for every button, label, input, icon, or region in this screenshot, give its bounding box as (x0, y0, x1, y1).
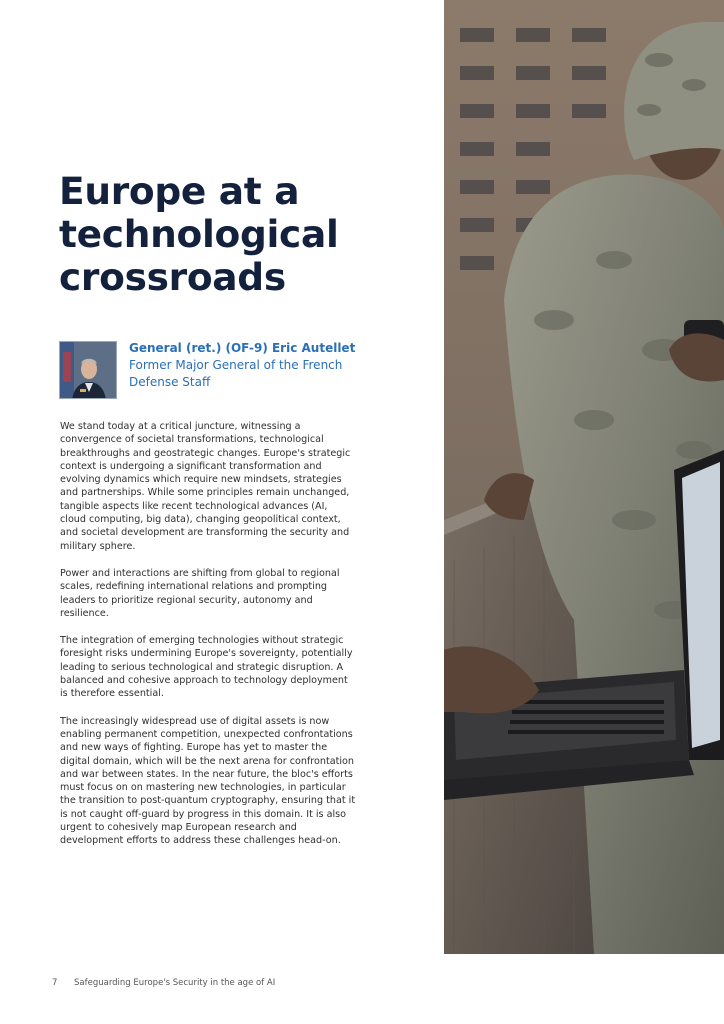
author-role-line-1: Former Major General of the French (129, 358, 343, 372)
soldier-with-laptop-photo (444, 0, 724, 954)
photo-illustration (444, 0, 724, 954)
title-line-3: crossroads (59, 255, 286, 299)
title-line-2: technological (59, 212, 339, 256)
author-portrait-image (60, 342, 117, 399)
paragraph-3: The integration of emerging technologies without strategic foresight risks undermining Europe's sovereignty, potentially leading to serious technological and strategic disruption. A balanced and cohesive approach to technology deployment is therefore essential. (60, 635, 353, 700)
author-portrait (59, 341, 117, 399)
page-footer (52, 977, 452, 989)
title-line-1: Europe at a (59, 169, 300, 213)
author-name: General (ret.) (OF-9) Eric Autellet (129, 341, 356, 355)
paragraph-4: The increasingly widespread use of digital assets is now enabling permanent competition, unexpected confrontations and new ways of fighting. Europe has yet to master the digital domain, which will be the next arena for confrontation and war between states. In the near future, the bloc's efforts must focus on on mastering new technologies, in particular the transition to post-quantum cryptography, ensuring that it is not caught off-guard by progress in this domain. It is also urgent to cohesively map European research and development efforts to address these challenges head-on. (60, 715, 356, 847)
author-info (129, 340, 359, 391)
paragraph-1: We stand today at a critical juncture, witnessing a convergence of societal transformations, technological breakthroughs and geostrategic changes. Europe's strategic context is undergoing a significant transformation and evolving dynamics which require new mindsets, strategies and partnerships. While some principles remain unchanged, tangible aspects like recent technological advances (AI, cloud computing, big data), changing geopolitical context, and societal development are transforming the security and military sphere. (60, 421, 351, 552)
page-number: 7 (52, 978, 58, 988)
paragraph-2: Power and interactions are shifting from global to regional scales, redefining international relations and prompting leaders to prioritize regional security, autonomy and resilience. (60, 567, 340, 619)
author-role-line-2: Defense Staff (129, 375, 211, 389)
article-body (60, 420, 356, 862)
publication-title: Safeguarding Europe's Security in the age of AI (74, 978, 276, 988)
page-title (59, 170, 419, 299)
